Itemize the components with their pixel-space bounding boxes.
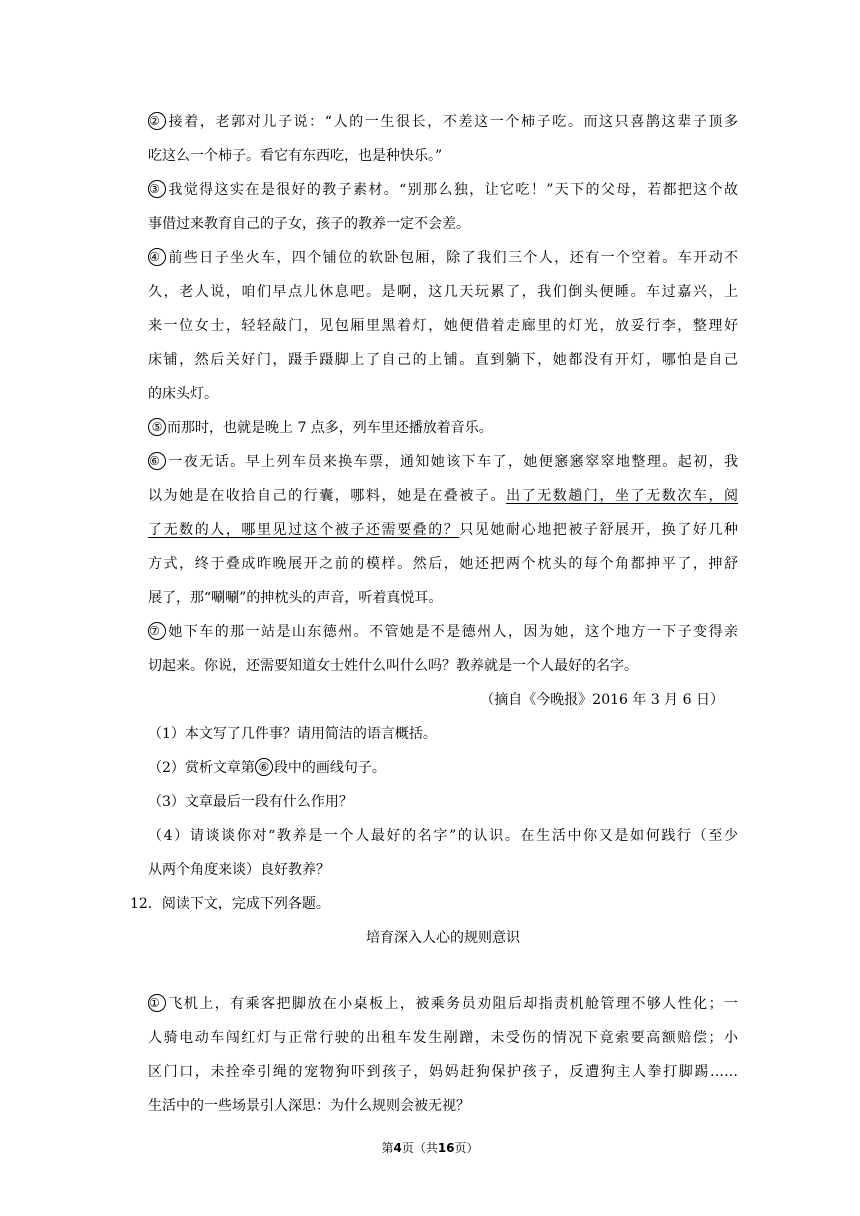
page-number: 4 xyxy=(393,1141,402,1155)
paragraph-number: ⑤ xyxy=(148,418,166,436)
paragraph-4-line-4: 床铺，然后关好门，蹑手蹑脚上了自己的上铺。直到躺下，她都没有开灯，哪怕是自己 xyxy=(148,352,738,368)
paragraph-6-line-3 xyxy=(148,520,738,540)
section12-paragraph-1-line-1 xyxy=(148,994,738,1014)
text: （2）赏析文章第 xyxy=(148,760,255,776)
article-title: 培育深入人心的规则意识 xyxy=(366,930,520,946)
section12-paragraph-1-line-3: 区门口，未拴牵引绳的宠物狗吓到孩子，妈妈赶狗保护孩子，反遭狗主人拳打脚踢…… xyxy=(148,1064,738,1080)
paragraph-4-line-2: 久，老人说，咱们早点儿休息吧。是啊，这几天玩累了，我们倒头便睡。车过嘉兴，上 xyxy=(148,284,738,300)
paragraph-4-line-1 xyxy=(148,248,738,268)
text: 接着，老郭对儿子说：“人的一生很长，不差这一个柿子吃。而这只喜鹊这辈子顶多 xyxy=(167,114,738,130)
text: 前些日子坐火车，四个铺位的软卧包厢，除了我们三个人，还有一个空着。车开动不 xyxy=(167,250,738,266)
section12-paragraph-1-line-2: 人骑电动车闯红灯与正常行驶的出租车发生剐蹭，未受伤的情况下竟索要高额赔偿；小 xyxy=(148,1030,738,1046)
text: 一夜无话。早上列车员来换车票，通知她该下车了，她便窸窸窣窣地整理。起初，我 xyxy=(167,454,738,470)
text: 而那时，也就是晚上 7 点多，列车里还播放着音乐。 xyxy=(167,420,493,436)
page-footer xyxy=(0,1140,860,1156)
text: 我觉得这实在是很好的教子素材。“别那么独，让它吃！”天下的父母，若都把这个故 xyxy=(167,182,738,198)
paragraph-3-line-2: 事借过来教育自己的子女，孩子的教养一定不会差。 xyxy=(148,216,470,232)
question-3: （3）文章最后一段有什么作用？ xyxy=(148,794,353,810)
paragraph-6-line-4: 方式，终于叠成昨晚展开之前的模样。然后，她还把两个枕头的每个角都抻平了，抻舒 xyxy=(148,556,738,572)
footer-text: 页） xyxy=(454,1141,479,1155)
paragraph-3-line-1 xyxy=(148,180,738,200)
paragraph-6-line-5: 展了，那“唰唰”的抻枕头的声音，听着真悦耳。 xyxy=(148,590,443,606)
paragraph-number: ⑦ xyxy=(148,622,166,640)
question-4-line-1: （4）请谈谈你对“教养是一个人最好的名字”的认识。在生活中你又是如何践行（至少 xyxy=(148,828,738,844)
text: 段中的画线句子。 xyxy=(273,760,386,776)
paragraph-4-line-3: 来一位女士，轻轻敲门，见包厢里黑着灯，她便借着走廊里的灯光，放妥行李，整理好 xyxy=(148,318,738,334)
text: 飞机上，有乘客把脚放在小桌板上，被乘务员劝阻后却指责机舱管理不够人性化；一 xyxy=(167,996,738,1012)
text: 她下车的那一站是山东德州。不管她是不是德州人，因为她，这个地方一下子变得亲 xyxy=(167,624,738,640)
footer-text: 第 xyxy=(381,1141,394,1155)
underlined-sentence: 了无数的人，哪里见过这个被子还需要叠的？ xyxy=(148,522,460,538)
paragraph-7-line-1 xyxy=(148,622,738,642)
paragraph-2-line-2: 吃这么一个柿子。看它有东西吃，也是种快乐。” xyxy=(148,148,443,164)
source-citation: （摘自《今晚报》2016 年 3 月 6 日） xyxy=(480,692,724,708)
paragraph-4-line-5: 的床头灯。 xyxy=(148,386,218,402)
paragraph-number: ⑥ xyxy=(255,758,273,776)
question-1: （1）本文写了几件事？请用简洁的语言概括。 xyxy=(148,726,437,742)
question-12-heading: 12．阅读下文，完成下列各题。 xyxy=(130,896,330,912)
paragraph-number: ③ xyxy=(148,180,166,198)
paragraph-6-line-1 xyxy=(148,452,738,472)
footer-text: 页（共 xyxy=(401,1141,438,1155)
paragraph-number: ⑥ xyxy=(148,452,166,470)
text: 只见她耐心地把被子舒展开，换了好几种 xyxy=(459,522,739,538)
paragraph-6-line-2 xyxy=(148,486,738,506)
total-pages: 16 xyxy=(437,1141,455,1155)
paragraph-number: ④ xyxy=(148,248,166,266)
underlined-sentence: 出了无数趟门，坐了无数次车，阅 xyxy=(506,488,739,504)
paragraph-number: ① xyxy=(148,994,166,1012)
question-2 xyxy=(148,758,738,778)
section12-paragraph-1-line-4: 生活中的一些场景引人深思：为什么规则会被无视？ xyxy=(148,1098,470,1114)
text: 以为她是在收拾自己的行囊，哪料，她是在叠被子。 xyxy=(148,488,507,504)
paragraph-5-line-1 xyxy=(148,418,738,438)
paragraph-number: ② xyxy=(148,112,166,130)
question-4-line-2: 从两个角度来谈）良好教养？ xyxy=(148,862,330,878)
paragraph-7-line-2: 切起来。你说，还需要知道女士姓什么叫什么吗？教养就是一个人最好的名字。 xyxy=(148,658,638,674)
paragraph-2-line-1 xyxy=(148,112,738,132)
